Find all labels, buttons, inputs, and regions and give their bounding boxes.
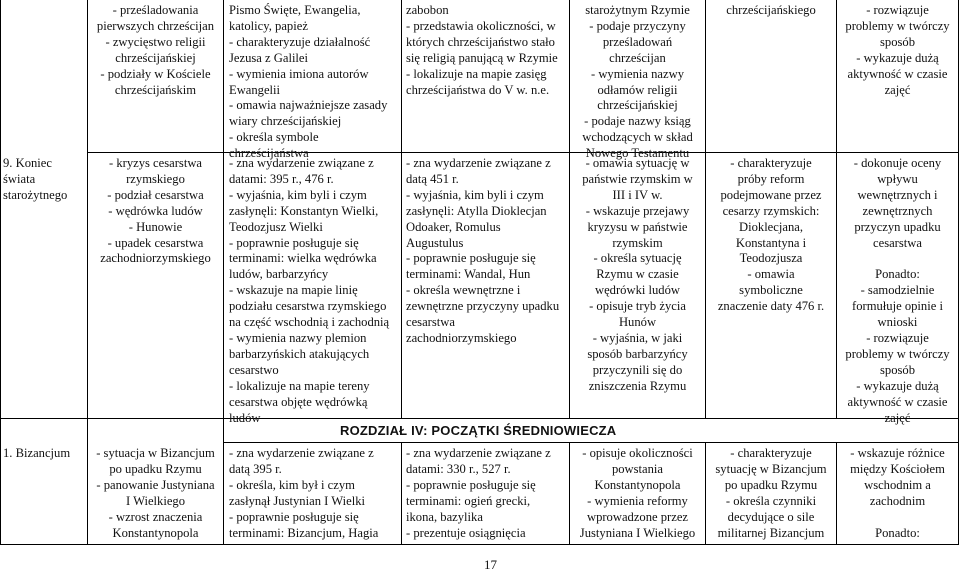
grid-line (401, 0, 402, 418)
row1-cont-basic: Pismo Święte, Ewangelia, katolicy, papież - charakteryzuje działalność Jezusa z Galilei - wymienia imiona autorów Ewangelii - omawia najważniejsze zasady wiary chrześcijańskiej - określa symbole chrześcijaństwa (229, 3, 388, 161)
row1-very-good: - charakteryzuje próby reform podejmowane przez cesarzy rzymskich: Dioklecjana, Konstantyna i Teodozjusza - omawia symboliczne znaczenie daty 476 r. (717, 156, 825, 314)
row1-adequate: - zna wydarzenie związane z datą 451 r. - wyjaśnia, kim byli i czym zasłynęli: Atylla Dioklecjan Odoaker, Romulus Augustulus - poprawnie posługuje się terminami: Wandal, Hun - określa wewnętrzne i zewnętrzne przyczyny upadku cesarstwa zachodniorzymskiego (406, 156, 560, 345)
row1-cont-excellent: - rozwiązuje problemy w twórczy sposób - wykazuje dużą aktywność w czasie zajęć (845, 3, 950, 97)
row2-excellent: - wskazuje różnice między Kościołem wschodnim a zachodnim Ponadto: (850, 446, 945, 540)
row1-topic: 9. Koniec świata starożytnego (3, 156, 68, 202)
row2-adequate: - zna wydarzenie związane z datami: 330 r., 527 r. - poprawnie posługuje się terminami: ogień grecki, ikona, bazylika - prezentuje osiągnięcia (406, 446, 551, 540)
grid-line (87, 152, 958, 153)
section-heading: ROZDZIAŁ IV: POCZĄTKI ŚREDNIOWIECZA (340, 423, 617, 438)
row2-topic: 1. Bizancjum (3, 446, 71, 460)
row1-excellent: - dokonuje oceny wpływu wewnętrznych i zewnętrznych przyczyn upadku cesarstwa Ponadto: - samodzielnie formułuje opinie i wnioski - rozwiązuje problemy w twórczy sposób - wykazuje dużą aktywność w czasie zajęć (845, 156, 950, 425)
page-number: 17 (484, 557, 497, 572)
grid-line (223, 442, 958, 443)
grid-line (401, 442, 402, 544)
row2-basic: - zna wydarzenie związane z datą 395 r. - określa, kim był i czym zasłynął Justynian I Wielki - poprawnie posługuje się terminami: Bizancjum, Hagia (229, 446, 379, 540)
row1-cont-content: - prześladowania pierwszych chrześcijan - zwycięstwo religii chrześcijańskiej - podziały w Kościele chrześcijańskim (96, 3, 215, 97)
grid-line (0, 0, 1, 544)
grid-line (0, 418, 223, 419)
grid-line (223, 0, 224, 544)
row1-content: - kryzys cesarstwa rzymskiego - podział cesarstwa - wędrówka ludów - Hunowie - upadek cesarstwa zachodniorzymskiego (100, 156, 211, 266)
row2-very-good: - charakteryzuje sytuację w Bizancjum po upadku Rzymu - określa czynniki decydujące o sile militarnej Bizancjum (715, 446, 827, 540)
row1-cont-good: starożytnym Rzymie - podaje przyczyny prześladowań chrześcijan - wymienia nazwy odłamów religii chrześcijańskiej - podaje nazwy ksiąg wchodzących w skład Nowego Testamentu (582, 3, 693, 161)
grid-line (0, 544, 959, 545)
row1-basic: - zna wydarzenie związane z datami: 395 r., 476 r. - wyjaśnia, kim byli i czym zasłynęli: Konstantyn Wielki, Teodozjusz Wielki - poprawnie posługuje się terminami: wielka wędrówka ludów, barbarzyńcy - wskazuje na mapie linię podziału cesarstwa rzymskiego na część wschodnią i zachodnią - wymienia nazwy plemion barbarzyńskich atakujących cesarstwo - lokalizuje na mapie tereny cesarstwa objęte wędrówką ludów (229, 156, 390, 425)
row1-cont-adequate: zabobon - przedstawia okoliczności, w których chrześcijaństwo stało się religią panującą w Rzymie - lokalizuje na mapie zasięg chrześcijaństwa do V w. n.e. (406, 3, 558, 97)
row1-cont-very-good: chrześcijańskiego (726, 3, 816, 17)
row2-content: - sytuacja w Bizancjum po upadku Rzymu - panowanie Justyniana I Wielkiego - wzrost znaczenia Konstantynopola (96, 446, 215, 540)
row1-good: - omawia sytuację w państwie rzymskim w III i IV w. - wskazuje przejawy kryzysu w państwie rzymskim - określa sytuację Rzymu w czasie wędrówki ludów - opisuje tryb życia Hunów - wyjaśnia, w jaki sposób barbarzyńcy przyczynili się do zniszczenia Rzymu (582, 156, 693, 393)
row2-good: - opisuje okoliczności powstania Konstantynopola - wymienia reformy wprowadzone przez Justyniana I Wielkiego (579, 446, 696, 540)
